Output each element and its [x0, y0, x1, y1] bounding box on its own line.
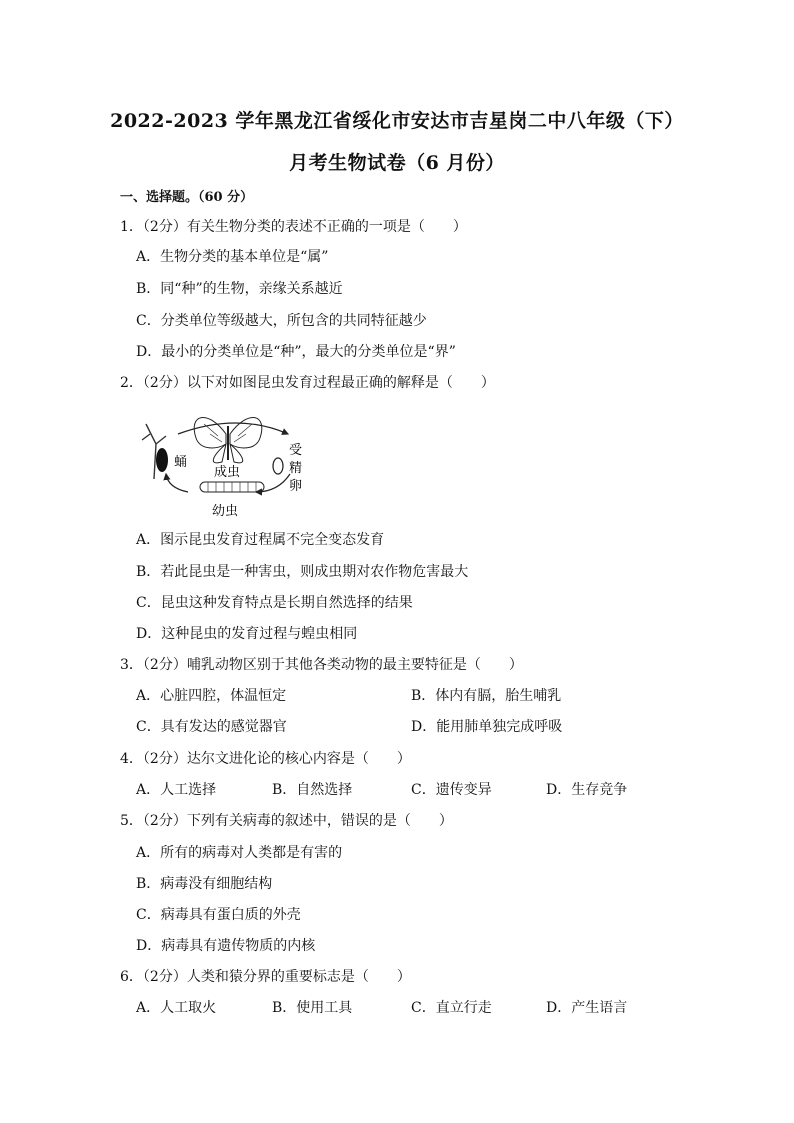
larva: [200, 482, 264, 492]
label-fertilized-1: 受: [289, 443, 303, 458]
question-4-option-c: C．遗传变异: [411, 782, 492, 798]
pupa: [156, 448, 168, 472]
insect-lifecycle-figure: [138, 404, 308, 524]
question-1-stem: 1．（2分）有关生物分类的表述不正确的一项是（ ）: [120, 219, 467, 235]
question-4-option-b: B．自然选择: [272, 782, 353, 798]
paper-title-line-1: 2022-2023 学年黑龙江省绥化市安达市吉星岗二中八年级（下）: [110, 110, 684, 132]
question-5-option-d: D．病毒具有遗传物质的内核: [136, 938, 316, 954]
question-5-option-c: C．病毒具有蛋白质的外壳: [136, 907, 301, 923]
label-egg: 卵: [289, 479, 303, 494]
question-3-option-a: A．心脏四腔，体温恒定: [136, 688, 287, 704]
question-2-option-b: B．若此昆虫是一种害虫，则成虫期对农作物危害最大: [136, 564, 469, 580]
section-heading: 一、选择题。（60 分）: [120, 190, 254, 205]
question-5-option-b: B．病毒没有细胞结构: [136, 876, 273, 892]
question-2-option-d: D．这种昆虫的发育过程与蝗虫相同: [136, 626, 358, 642]
question-2-option-c: C．昆虫这种发育特点是长期自然选择的结果: [136, 595, 413, 611]
question-6-option-c: C．直立行走: [411, 1000, 492, 1016]
cycle-arrow-bottom: [166, 474, 188, 492]
question-3-option-c: C．具有发达的感觉器官: [136, 719, 287, 735]
question-2-stem: 2．（2分）以下对如图昆虫发育过程最正确的解释是（ ）: [120, 375, 495, 391]
question-1-option-b: B．同“种”的生物，亲缘关系越近: [136, 281, 343, 297]
question-1-option-a: A．生物分类的基本单位是“属”: [136, 249, 329, 265]
egg: [273, 458, 283, 474]
paper-title-line-2: 月考生物试卷（6 月份）: [289, 152, 505, 174]
question-4-option-d: D．生存竞争: [546, 782, 628, 798]
label-larva: 幼虫: [212, 504, 239, 519]
label-fertilized-2: 精: [289, 461, 303, 476]
question-1-option-c: C．分类单位等级越大，所包含的共同特征越少: [136, 313, 427, 329]
label-pupa: 蛹: [174, 455, 188, 470]
question-4-option-a: A．人工选择: [136, 782, 217, 798]
question-3-option-d: D．能用肺单独完成呼吸: [411, 719, 563, 735]
question-1-option-d: D．最小的分类单位是“种”，最大的分类单位是“界”: [136, 344, 456, 360]
question-6-option-a: A．人工取火: [136, 1000, 217, 1016]
question-4-stem: 4．（2分）达尔文进化论的核心内容是（ ）: [120, 751, 411, 767]
question-5-option-a: A．所有的病毒对人类都是有害的: [136, 845, 343, 861]
question-2-option-a: A．图示昆虫发育过程属不完全变态发育: [136, 532, 385, 548]
question-3-option-b: B．体内有膈，胎生哺乳: [411, 688, 562, 704]
label-adult: 成虫: [214, 465, 241, 480]
question-6-option-b: B．使用工具: [272, 1000, 353, 1016]
question-6-option-d: D．产生语言: [546, 1000, 628, 1016]
butterfly-adult: [194, 417, 262, 462]
question-6-stem: 6．（2分）人类和猿分界的重要标志是（ ）: [120, 969, 411, 985]
question-5-stem: 5．（2分）下列有关病毒的叙述中，错误的是（ ）: [120, 813, 453, 829]
question-3-stem: 3．（2分）哺乳动物区别于其他各类动物的最主要特征是（ ）: [120, 657, 523, 673]
